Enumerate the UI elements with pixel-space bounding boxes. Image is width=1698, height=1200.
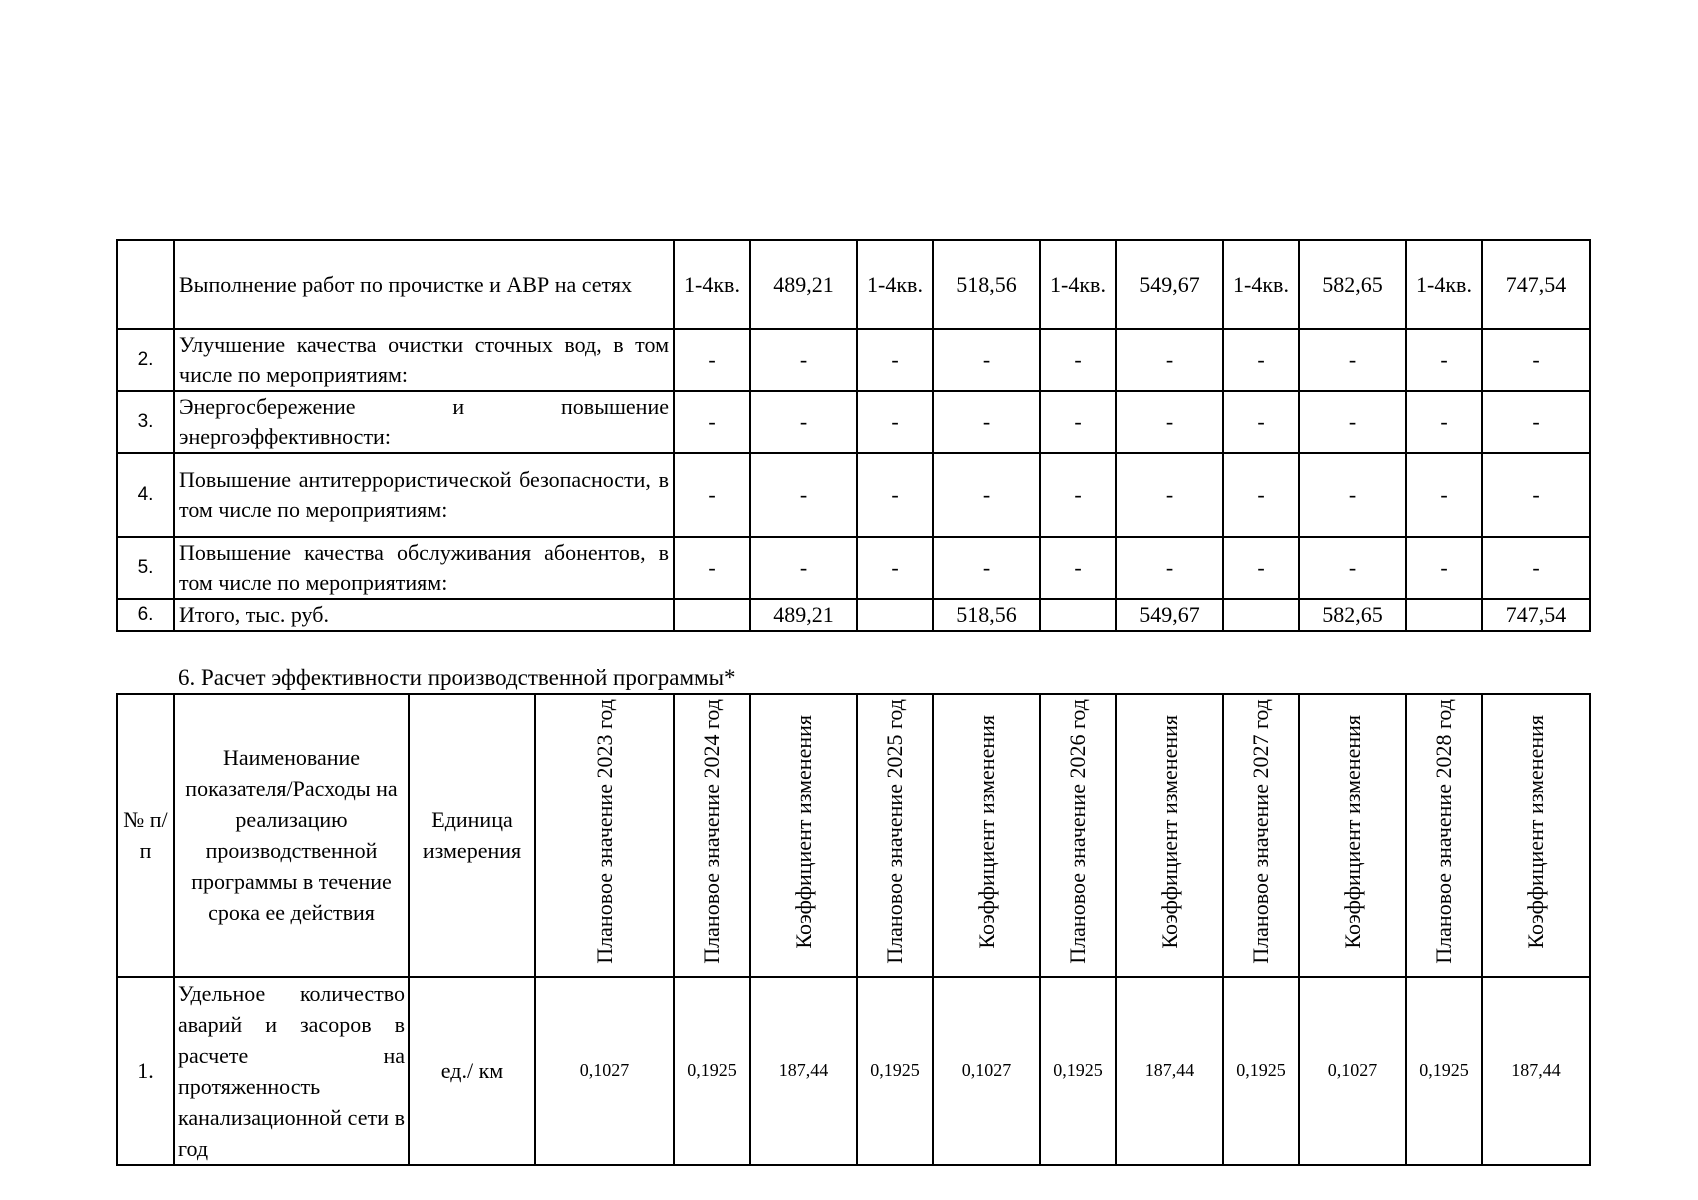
row-value: 187,44 <box>750 977 857 1165</box>
row-period: - <box>1223 453 1299 537</box>
row-amount: 747,54 <box>1482 240 1590 329</box>
header-plan-2027: Плановое значение 2027 год <box>1223 694 1299 977</box>
row-amount: - <box>1116 453 1223 537</box>
row-num: 4. <box>117 453 174 537</box>
header-plan-2025: Плановое значение 2025 год <box>857 694 933 977</box>
row-value: 0,1925 <box>857 977 933 1165</box>
row-period: - <box>1406 537 1482 599</box>
row-period: 1-4кв. <box>857 240 933 329</box>
efficiency-table <box>116 693 1591 1166</box>
row-amount: 582,65 <box>1299 599 1406 631</box>
table-row <box>117 329 1590 391</box>
row-amount: - <box>750 537 857 599</box>
header-num: № п/п <box>117 694 174 977</box>
row-num: 2. <box>117 329 174 391</box>
header-unit: Единица измерения <box>409 694 535 977</box>
row-name: Энергосбережение и повышение энергоэффективности: <box>174 391 674 453</box>
row-value: 0,1925 <box>1223 977 1299 1165</box>
row-value: 0,1027 <box>933 977 1040 1165</box>
row-period: - <box>857 453 933 537</box>
header-coef-4: Коэффициент изменения <box>1299 694 1406 977</box>
row-value: 0,1925 <box>1406 977 1482 1165</box>
table-row <box>117 453 1590 537</box>
row-period: - <box>857 391 933 453</box>
row-period: 1-4кв. <box>1406 240 1482 329</box>
row-period: 1-4кв. <box>1223 240 1299 329</box>
row-period: - <box>674 453 750 537</box>
row-num: 6. <box>117 599 174 631</box>
header-plan-2028: Плановое значение 2028 год <box>1406 694 1482 977</box>
row-amount: - <box>1299 391 1406 453</box>
row-value: 0,1027 <box>535 977 674 1165</box>
row-period: - <box>1406 391 1482 453</box>
table-row <box>117 240 1590 329</box>
table-row <box>117 977 1590 1165</box>
row-name: Улучшение качества очистки сточных вод, в том числе по мероприятиям: <box>174 329 674 391</box>
row-unit: ед./ км <box>409 977 535 1165</box>
row-period: - <box>1040 453 1116 537</box>
row-name: Итого, тыс. руб. <box>174 599 674 631</box>
header-indicator: Наименование показателя/Расходы на реализацию производственной программы в течение срока ее действия <box>174 694 409 977</box>
row-amount: - <box>933 453 1040 537</box>
row-period <box>857 599 933 631</box>
row-amount: 582,65 <box>1299 240 1406 329</box>
header-coef-3: Коэффициент изменения <box>1116 694 1223 977</box>
row-amount: - <box>1482 329 1590 391</box>
row-amount: 489,21 <box>750 240 857 329</box>
measures-table <box>116 239 1591 632</box>
row-num <box>117 240 174 329</box>
row-period: - <box>1223 391 1299 453</box>
row-amount: - <box>1482 391 1590 453</box>
table-row <box>117 599 1590 631</box>
header-plan-2023: Плановое значение 2023 год <box>535 694 674 977</box>
row-period: - <box>1223 329 1299 391</box>
row-period <box>1223 599 1299 631</box>
row-amount: - <box>933 391 1040 453</box>
row-period: - <box>1040 391 1116 453</box>
row-amount: - <box>750 391 857 453</box>
row-period: - <box>674 391 750 453</box>
row-amount: 747,54 <box>1482 599 1590 631</box>
row-value: 187,44 <box>1116 977 1223 1165</box>
section-caption: 6. Расчет эффективности производственной программы* <box>178 665 736 690</box>
row-value: 187,44 <box>1482 977 1590 1165</box>
row-name: Повышение антитеррористической безопасности, в том числе по мероприятиям: <box>174 453 674 537</box>
row-amount: 518,56 <box>933 599 1040 631</box>
row-num: 5. <box>117 537 174 599</box>
row-period: 1-4кв. <box>674 240 750 329</box>
row-period: 1-4кв. <box>1040 240 1116 329</box>
row-num: 1. <box>117 977 174 1165</box>
row-amount: - <box>1482 453 1590 537</box>
row-indicator: Удельное количество аварий и засоров в расчете на протяженность канализационной сети в год <box>174 977 409 1165</box>
row-num: 3. <box>117 391 174 453</box>
row-amount: - <box>1482 537 1590 599</box>
row-amount: - <box>933 329 1040 391</box>
row-period: - <box>674 537 750 599</box>
header-plan-2024: Плановое значение 2024 год <box>674 694 750 977</box>
row-amount: - <box>933 537 1040 599</box>
row-period: - <box>1406 329 1482 391</box>
table-row <box>117 391 1590 453</box>
row-value: 0,1027 <box>1299 977 1406 1165</box>
row-amount: 489,21 <box>750 599 857 631</box>
row-period: - <box>1040 329 1116 391</box>
row-amount: 549,67 <box>1116 240 1223 329</box>
header-coef-5: Коэффициент изменения <box>1482 694 1590 977</box>
row-amount: - <box>750 329 857 391</box>
row-period <box>1406 599 1482 631</box>
row-period: - <box>1223 537 1299 599</box>
row-amount: 549,67 <box>1116 599 1223 631</box>
header-plan-2026: Плановое значение 2026 год <box>1040 694 1116 977</box>
row-amount: - <box>1116 537 1223 599</box>
row-amount: 518,56 <box>933 240 1040 329</box>
row-period: - <box>1406 453 1482 537</box>
table-header-row <box>117 694 1590 977</box>
table-row <box>117 537 1590 599</box>
row-name: Повышение качества обслуживания абонентов, в том числе по мероприятиям: <box>174 537 674 599</box>
row-amount: - <box>1299 453 1406 537</box>
row-value: 0,1925 <box>674 977 750 1165</box>
row-amount: - <box>1116 391 1223 453</box>
header-coef-2: Коэффициент изменения <box>933 694 1040 977</box>
row-period: - <box>857 329 933 391</box>
row-period: - <box>857 537 933 599</box>
header-coef-1: Коэффициент изменения <box>750 694 857 977</box>
row-name: Выполнение работ по прочистке и АВР на сетях <box>174 240 674 329</box>
row-period <box>674 599 750 631</box>
row-amount: - <box>1299 329 1406 391</box>
row-period: - <box>674 329 750 391</box>
row-amount: - <box>1116 329 1223 391</box>
row-value: 0,1925 <box>1040 977 1116 1165</box>
row-amount: - <box>1299 537 1406 599</box>
row-amount: - <box>750 453 857 537</box>
row-period <box>1040 599 1116 631</box>
row-period: - <box>1040 537 1116 599</box>
